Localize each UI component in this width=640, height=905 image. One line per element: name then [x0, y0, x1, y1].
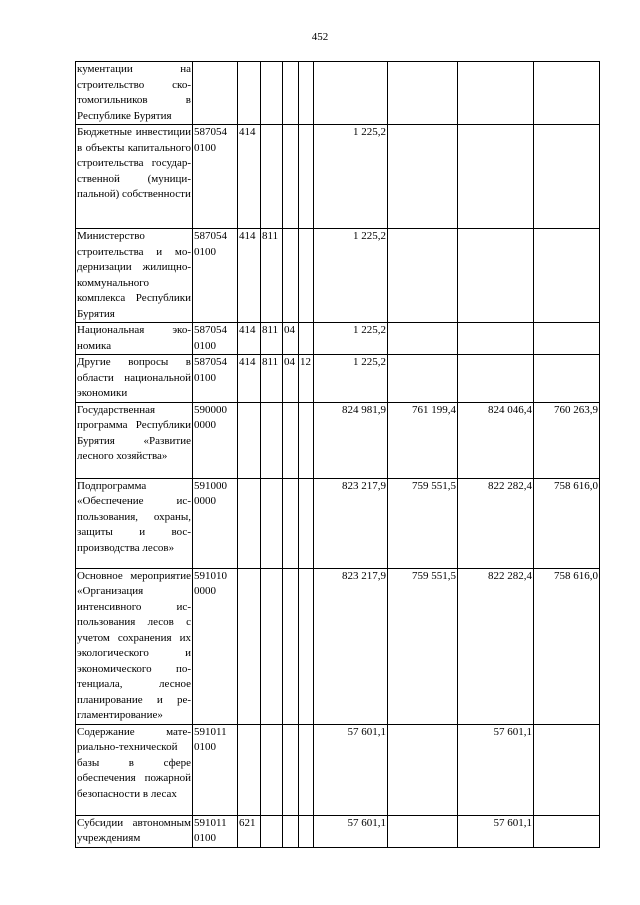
row-name-cell: Государственная программа Республики Бурятия «Развитие лесного хозяйства»: [76, 402, 193, 478]
administrator-cell: 811: [261, 229, 283, 323]
section-cell: [283, 402, 299, 478]
amount-2-cell: [388, 125, 458, 229]
administrator-cell: [261, 478, 283, 568]
subsection-cell: [299, 62, 314, 125]
budget-table: [75, 61, 600, 848]
amount-4-cell: 758 616,0: [534, 568, 600, 724]
amount-4-cell: [534, 815, 600, 847]
expense-type-cell: [238, 568, 261, 724]
subsection-cell: [299, 815, 314, 847]
target-article-cell: 590000 0000: [193, 402, 238, 478]
administrator-cell: [261, 724, 283, 815]
amount-2-cell: 759 551,5: [388, 478, 458, 568]
amount-3-cell: 824 046,4: [458, 402, 534, 478]
amount-3-cell: [458, 229, 534, 323]
administrator-cell: [261, 402, 283, 478]
administrator-cell: [261, 568, 283, 724]
expense-type-cell: 414: [238, 125, 261, 229]
expense-type-cell: [238, 724, 261, 815]
expense-type-cell: [238, 402, 261, 478]
table-body: [76, 62, 600, 848]
table-row: [76, 402, 600, 478]
table-row: [76, 62, 600, 125]
target-article-cell: 591011 0100: [193, 724, 238, 815]
amount-1-cell: 823 217,9: [314, 568, 388, 724]
amount-1-cell: 823 217,9: [314, 478, 388, 568]
row-name-cell: Другие вопросы в области национальной экономики: [76, 355, 193, 403]
administrator-cell: [261, 125, 283, 229]
subsection-cell: [299, 402, 314, 478]
amount-4-cell: [534, 323, 600, 355]
amount-3-cell: 822 282,4: [458, 478, 534, 568]
amount-1-cell: 824 981,9: [314, 402, 388, 478]
amount-1-cell: 57 601,1: [314, 815, 388, 847]
section-cell: [283, 724, 299, 815]
amount-2-cell: 759 551,5: [388, 568, 458, 724]
table-row: [76, 229, 600, 323]
amount-1-cell: 1 225,2: [314, 125, 388, 229]
administrator-cell: 811: [261, 323, 283, 355]
amount-3-cell: 57 601,1: [458, 724, 534, 815]
table-row: [76, 125, 600, 229]
target-article-cell: 587054 0100: [193, 355, 238, 403]
table-row: [76, 724, 600, 815]
section-cell: [283, 229, 299, 323]
section-cell: [283, 62, 299, 125]
subsection-cell: [299, 229, 314, 323]
amount-2-cell: [388, 323, 458, 355]
subsection-cell: [299, 125, 314, 229]
administrator-cell: [261, 815, 283, 847]
amount-4-cell: [534, 62, 600, 125]
amount-1-cell: 57 601,1: [314, 724, 388, 815]
amount-3-cell: [458, 323, 534, 355]
amount-1-cell: 1 225,2: [314, 355, 388, 403]
amount-2-cell: [388, 815, 458, 847]
amount-4-cell: 758 616,0: [534, 478, 600, 568]
target-article-cell: 587054 0100: [193, 125, 238, 229]
amount-3-cell: [458, 62, 534, 125]
amount-2-cell: [388, 724, 458, 815]
amount-1-cell: [314, 62, 388, 125]
expense-type-cell: 414: [238, 323, 261, 355]
row-name-cell: кументации на строительство скотомогильников в Республике Бурятия: [76, 62, 193, 125]
amount-3-cell: 57 601,1: [458, 815, 534, 847]
subsection-cell: [299, 724, 314, 815]
row-name-cell: Бюджетные инвестиции в объекты капитального строительства государственной (муниципальной) собственности: [76, 125, 193, 229]
section-cell: 04: [283, 323, 299, 355]
row-name-cell: Подпрограмма «Обеспечение использования, охраны, защиты и воспроизводства лесов»: [76, 478, 193, 568]
amount-2-cell: 761 199,4: [388, 402, 458, 478]
amount-1-cell: 1 225,2: [314, 323, 388, 355]
expense-type-cell: [238, 478, 261, 568]
target-article-cell: 591000 0000: [193, 478, 238, 568]
table-row: [76, 478, 600, 568]
amount-4-cell: [534, 355, 600, 403]
target-article-cell: 591011 0100: [193, 815, 238, 847]
row-name-cell: Национальная экономика: [76, 323, 193, 355]
amount-2-cell: [388, 229, 458, 323]
expense-type-cell: 414: [238, 355, 261, 403]
subsection-cell: [299, 478, 314, 568]
amount-2-cell: [388, 62, 458, 125]
administrator-cell: [261, 62, 283, 125]
expense-type-cell: 414: [238, 229, 261, 323]
subsection-cell: [299, 568, 314, 724]
row-name-cell: Основное мероприятие «Организация интенсивного использования лесов с учетом сохранения их экологического и экономического потенциала, лесное планирование и регламентирование»: [76, 568, 193, 724]
amount-3-cell: 822 282,4: [458, 568, 534, 724]
expense-type-cell: [238, 62, 261, 125]
table-row: [76, 568, 600, 724]
table-row: [76, 815, 600, 847]
amount-4-cell: 760 263,9: [534, 402, 600, 478]
amount-1-cell: 1 225,2: [314, 229, 388, 323]
table-row: [76, 323, 600, 355]
row-name-cell: Субсидии автономным учреждениям: [76, 815, 193, 847]
target-article-cell: 587054 0100: [193, 323, 238, 355]
target-article-cell: 587054 0100: [193, 229, 238, 323]
section-cell: [283, 815, 299, 847]
amount-3-cell: [458, 125, 534, 229]
amount-2-cell: [388, 355, 458, 403]
section-cell: 04: [283, 355, 299, 403]
section-cell: [283, 568, 299, 724]
table-row: [76, 355, 600, 403]
target-article-cell: 591010 0000: [193, 568, 238, 724]
row-name-cell: Содержание материально-технической базы в сфере обеспечения пожарной безопасности в лесах: [76, 724, 193, 815]
section-cell: [283, 125, 299, 229]
amount-4-cell: [534, 125, 600, 229]
section-cell: [283, 478, 299, 568]
amount-3-cell: [458, 355, 534, 403]
target-article-cell: [193, 62, 238, 125]
row-name-cell: Министерство строительства и модернизации жилищно-коммунального комплекса Республики Бурятия: [76, 229, 193, 323]
subsection-cell: 12: [299, 355, 314, 403]
expense-type-cell: 621: [238, 815, 261, 847]
amount-4-cell: [534, 229, 600, 323]
administrator-cell: 811: [261, 355, 283, 403]
amount-4-cell: [534, 724, 600, 815]
subsection-cell: [299, 323, 314, 355]
page-number: 452: [311, 31, 329, 43]
